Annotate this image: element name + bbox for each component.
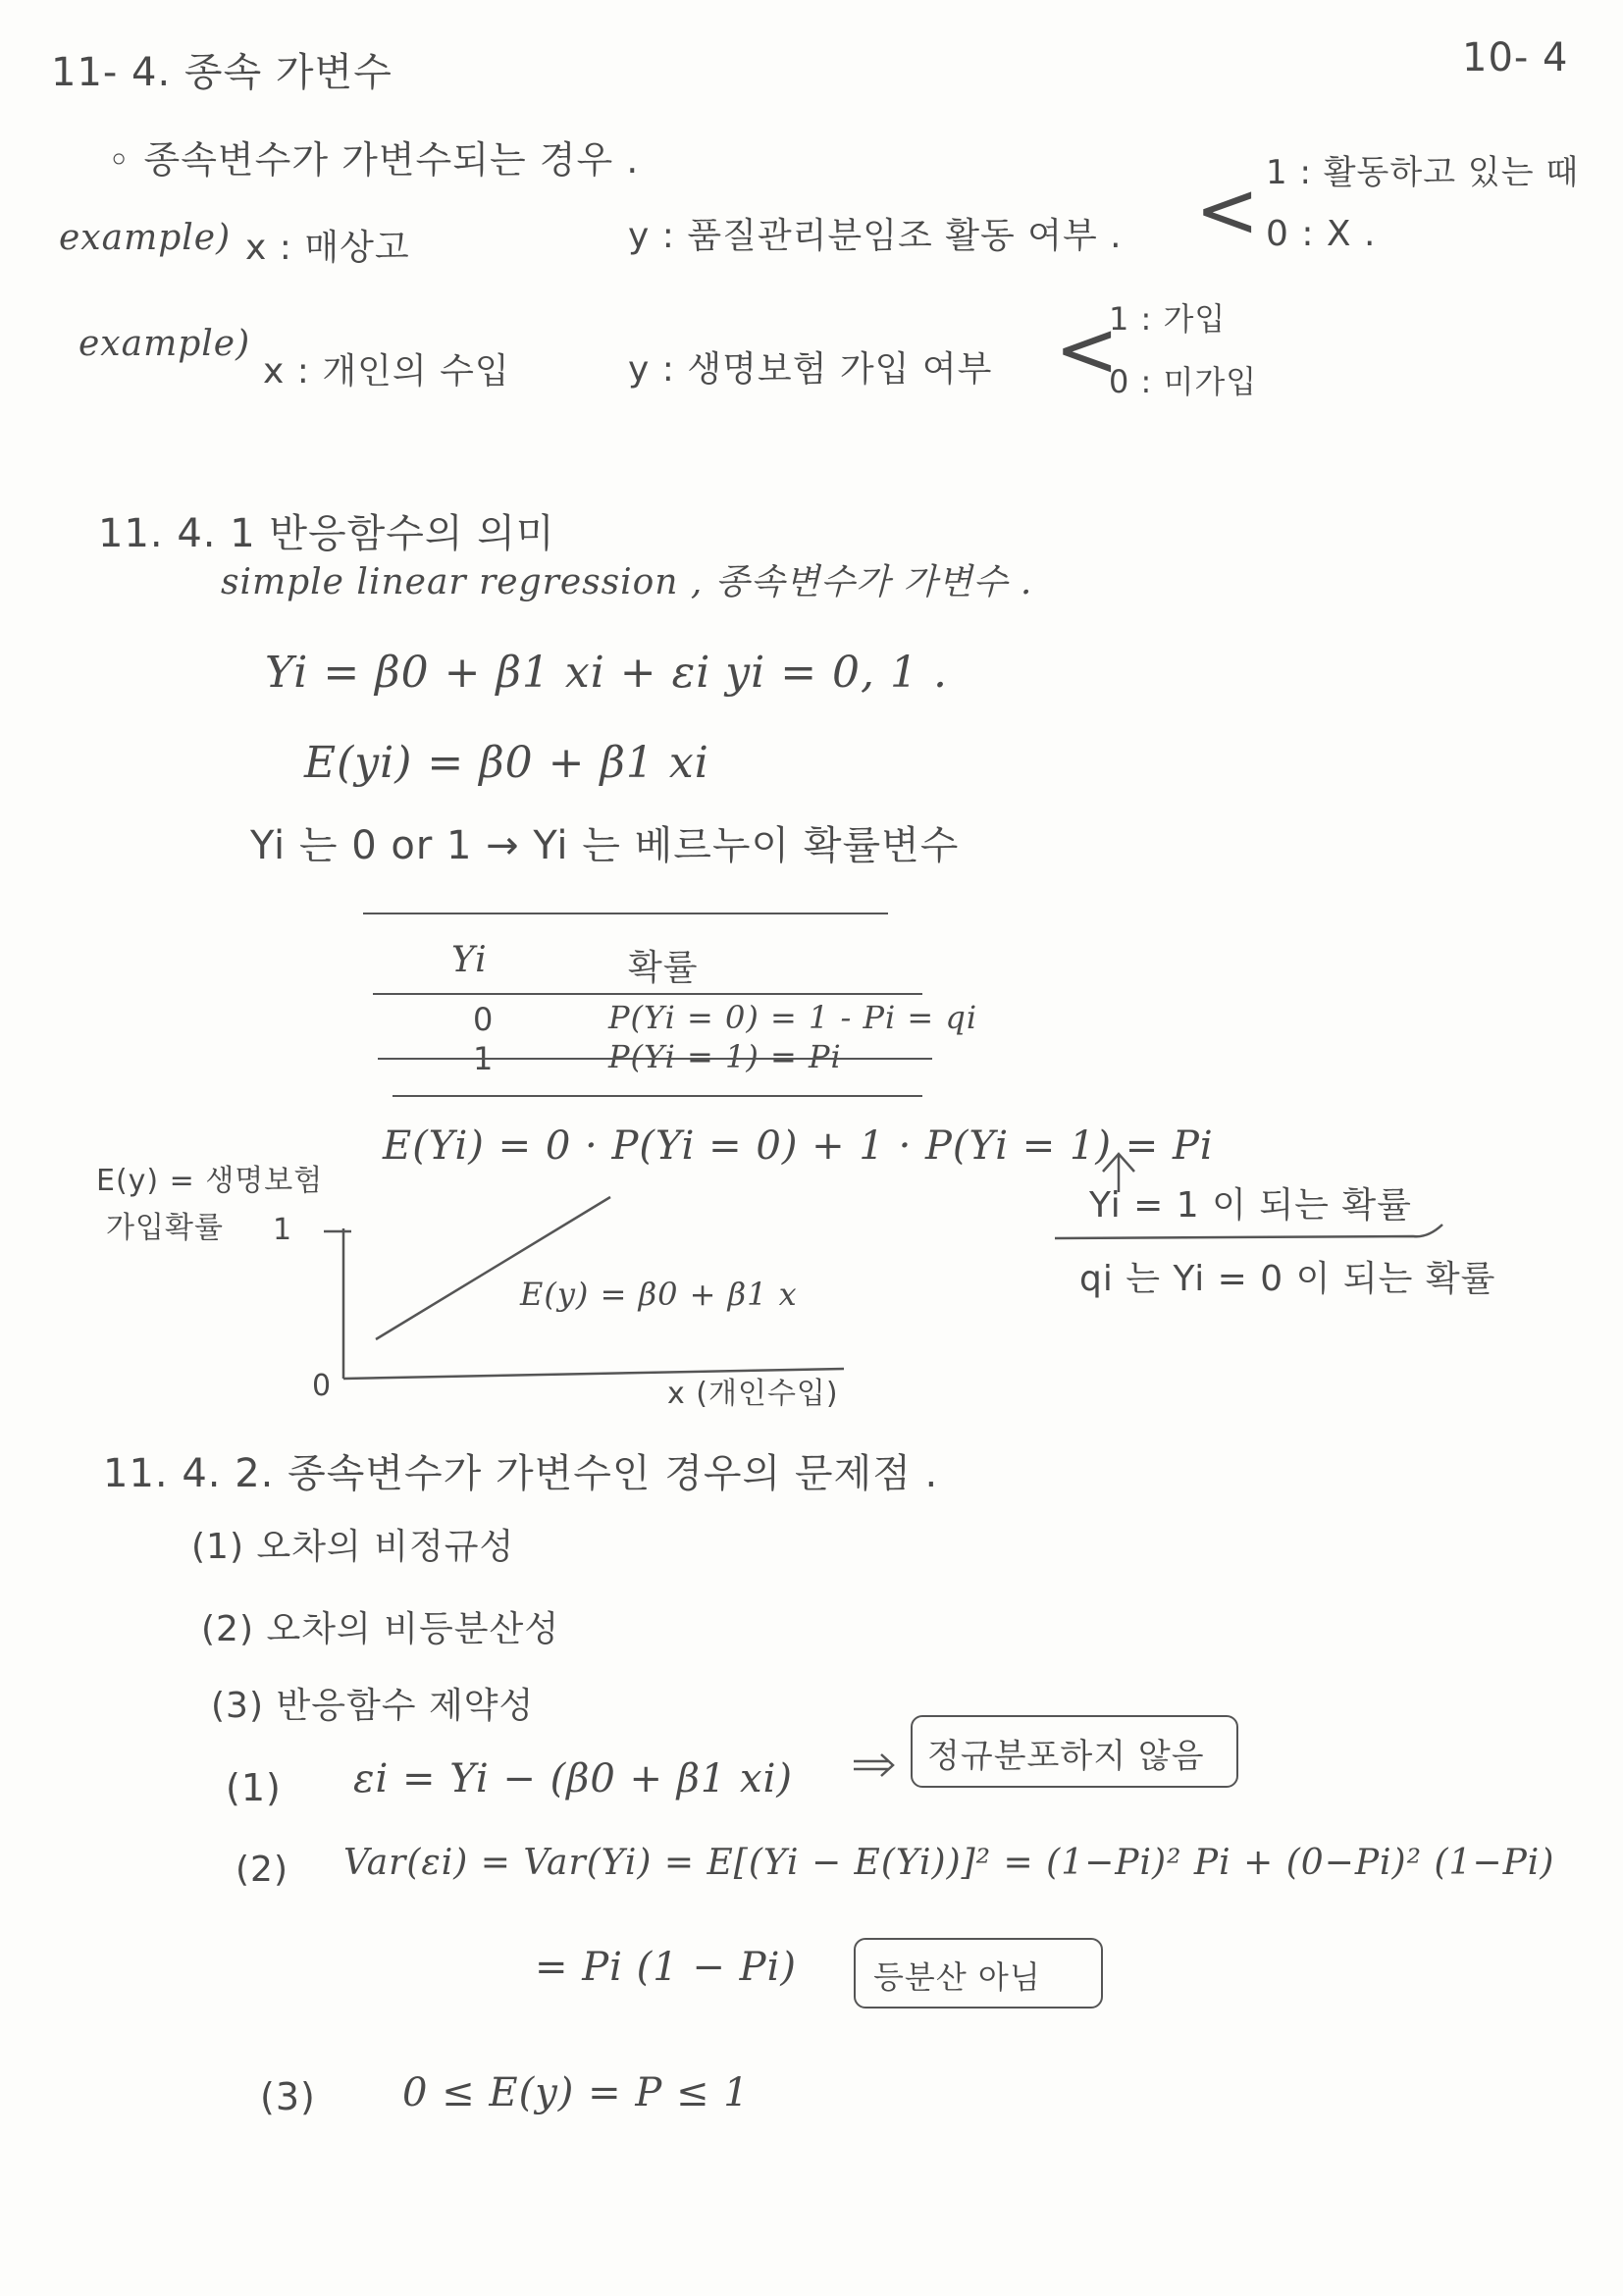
graph-y-tick: 1: [273, 1213, 293, 1247]
table-header-y: Yi: [451, 940, 488, 980]
table-cell: 0: [473, 1001, 495, 1038]
boxed-note-text: 등분산 아님: [873, 1958, 1041, 1996]
example-x: x : 개인의 수입: [263, 351, 510, 391]
variance-result: = Pi (1 − Pi): [535, 1945, 797, 1990]
example-x: x : 매상고: [245, 228, 410, 268]
graph-ylabel: 가입확률: [106, 1211, 224, 1245]
variance-equation: Var(εi) = Var(Yi) = E[(Yi − E(Yi))]² = (1−Pi)² Pi + (0−Pi)² (1−Pi): [343, 1843, 1555, 1883]
example-y: y : 생명보험 가입 여부: [628, 349, 993, 390]
subsection-heading: 11. 4. 2. 종속변수가 가변수인 경우의 문제점 .: [103, 1451, 939, 1496]
graph-line-label: E(y) = β0 + β1 x: [520, 1276, 798, 1313]
problem-item: (2) 오차의 비등분산성: [201, 1609, 560, 1649]
example-option-0: 0 : X .: [1266, 214, 1377, 254]
table-cell: 1: [473, 1040, 495, 1077]
bernoulli-expectation: E(Yi) = 0 · P(Yi = 0) + 1 · P(Yi = 1) = Pi: [383, 1123, 1214, 1169]
problem-item: (3) 반응함수 제약성: [211, 1686, 535, 1726]
constraint-equation: 0 ≤ E(y) = P ≤ 1: [402, 2070, 750, 2115]
bernoulli-statement: Yi 는 0 or 1 → Yi 는 베르누이 확률변수: [250, 823, 960, 868]
graph-ylabel: E(y) = 생명보험: [96, 1164, 324, 1198]
problem-label: (1): [226, 1766, 282, 1809]
subsection-heading: 11. 4. 1 반응함수의 의미: [98, 511, 555, 556]
boxed-note-text: 정규분포하지 않음: [927, 1737, 1205, 1776]
example-option-1: 1 : 활동하고 있는 때: [1266, 153, 1580, 192]
model-equation: Yi = β0 + β1 xi + εi yi = 0, 1 .: [265, 648, 948, 698]
example-option-1: 1 : 가입: [1109, 300, 1227, 338]
expectation-equation: E(yi) = β0 + β1 xi: [304, 738, 709, 788]
example-label: example): [79, 324, 251, 364]
table-cell: P(Yi = 0) = 1 - Pi = qi: [608, 999, 978, 1036]
subsection-subheading: simple linear regression , 종속변수가 가변수 .: [221, 562, 1033, 602]
problem-label: (2): [236, 1850, 288, 1890]
page-number: 10- 4: [1462, 35, 1569, 80]
graph-xlabel: x (개인수입): [667, 1377, 839, 1411]
graph-origin: 0: [312, 1369, 333, 1403]
note-probability-zero: qi 는 Yi = 0 이 되는 확률: [1079, 1259, 1496, 1299]
example-label: example): [59, 218, 232, 258]
section-title: 11- 4. 종속 가변수: [51, 50, 393, 95]
intro-bullet: ◦ 종속변수가 가변수되는 경우 .: [108, 138, 640, 182]
example-option-0: 0 : 미가입: [1109, 363, 1258, 400]
problem-label: (3): [260, 2075, 316, 2118]
table-cell: P(Yi = 1) = Pi: [608, 1038, 842, 1075]
error-equation: εi = Yi − (β0 + β1 xi): [353, 1756, 794, 1801]
problem-item: (1) 오차의 비정규성: [191, 1527, 515, 1567]
brace-icon: <: [1055, 306, 1120, 394]
brace-icon: <: [1195, 167, 1260, 255]
table-header-prob: 확률: [628, 948, 699, 988]
example-y: y : 품질관리분임조 활동 여부 .: [628, 216, 1123, 256]
note-probability-one: Yi = 1 이 되는 확률: [1089, 1185, 1412, 1226]
